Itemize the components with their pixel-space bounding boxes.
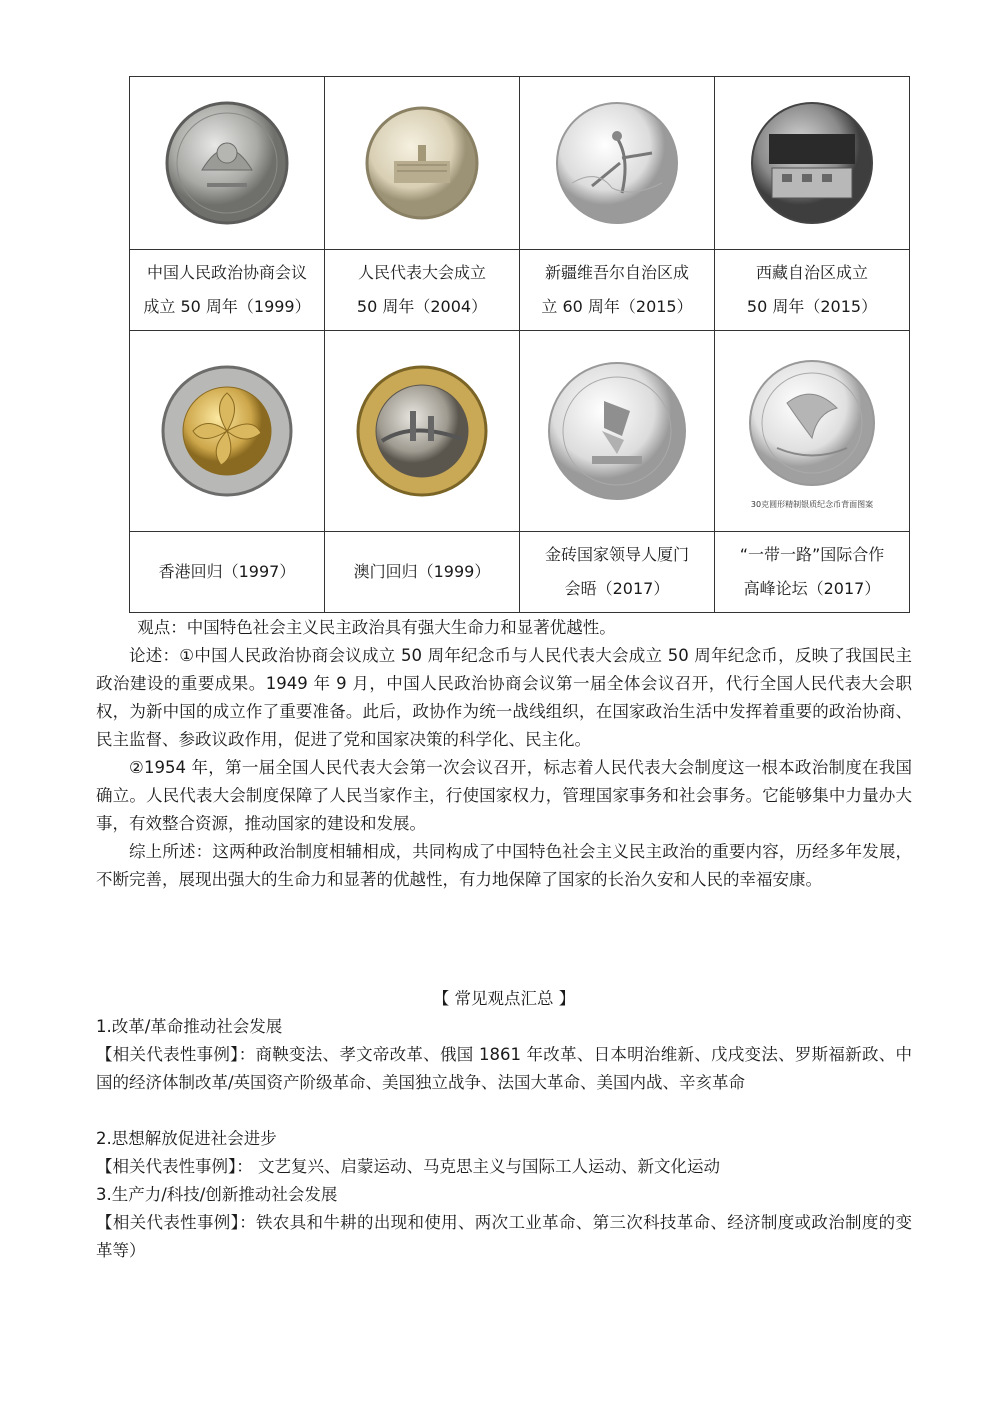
coin-caption [130, 250, 325, 331]
summary-item-2-examples: 【相关代表性事例】： 文艺复兴、启蒙运动、马克思主义与国际工人运动、新文化运动 [96, 1157, 720, 1176]
caption-line: 中国人民政治协商会议 [146, 263, 307, 282]
coin-cell [715, 77, 910, 250]
coin-cell [325, 77, 520, 250]
commemorative-coin-table [129, 76, 910, 613]
coin-cell [520, 331, 715, 532]
viewpoint-text: 观点：中国特色社会主义民主政治具有强大生命力和显著优越性。 [137, 618, 616, 637]
caption-line: “一带一路”国际合作 [739, 545, 885, 564]
coin-caption [325, 250, 520, 331]
coin-caption [715, 250, 910, 331]
coin-caption [520, 250, 715, 331]
summary-section [96, 985, 912, 1265]
caption-line: 立 60 周年（2015） [541, 297, 693, 316]
caption-line: 人民代表大会成立 [357, 263, 486, 282]
coin-caption-row-1 [130, 250, 910, 331]
cppcc-coin-icon [162, 98, 292, 228]
summary-item-3-heading: 3.生产力/科技/创新推动社会发展 [96, 1185, 338, 1204]
caption-line: 50 周年（2015） [746, 297, 878, 316]
caption-line: 成立 50 周年（1999） [143, 297, 311, 316]
essay-paragraph-2: ②1954 年，第一届全国人民代表大会第一次会议召开，标志着人民代表大会制度这一根本政治制度在我国确立。人民代表大会制度保障了人民当家作主，行使国家权力，管理国家事务和社会事务。它能够集中力量办大事，有效整合资源，推动国家的建设和发展。 [96, 758, 912, 833]
xinjiang-coin-icon [552, 98, 682, 228]
essay-section [96, 614, 912, 894]
caption-line: 澳门回归（1999） [353, 562, 491, 581]
essay-paragraph-3: 综上所述：这两种政治制度相辅相成，共同构成了中国特色社会主义民主政治的重要内容，历经多年发展，不断完善，展现出强大的生命力和显著的优越性，有力地保障了国家的长治久安和人民的幸福安康。 [96, 842, 912, 889]
tibet-coin-icon [747, 98, 877, 228]
coin-caption [325, 532, 520, 613]
caption-line: 新疆维吾尔自治区成 [544, 263, 689, 282]
macau-coin-icon [352, 361, 492, 501]
coin-image-row-1 [130, 77, 910, 250]
coin-caption [130, 532, 325, 613]
brics-coin-icon [542, 356, 692, 506]
coin-cell [130, 331, 325, 532]
summary-title: 【 常见观点汇总 】 [432, 989, 576, 1008]
essay-paragraph-1: 论述：①中国人民政治协商会议成立 50 周年纪念币与人民代表大会成立 50 周年纪念币，反映了我国民主政治建设的重要成果。1949 年 9 月，中国人民政治协商会议第一届全体会议召开，代行全国人民代表大会职权，为新中国的成立作了重要准备。此后，政协作为统一战线组织，在国家政治生活中发挥着重要的政治协商、民主监督、参政议政作用，促进了党和国家决策的科学化、民主化。 [96, 646, 912, 749]
summary-item-1-heading: 1.改革/革命推动社会发展 [96, 1017, 283, 1036]
caption-line: 金砖国家领导人厦门 [544, 545, 689, 564]
hongkong-coin-icon [157, 361, 297, 501]
coin-caption-row-2 [130, 532, 910, 613]
coin-caption [520, 532, 715, 613]
summary-item-1-examples: 【相关代表性事例】：商鞅变法、孝文帝改革、俄国 1861 年改革、日本明治维新、戊戌变法、罗斯福新政、中国的经济体制改革/英国资产阶级革命、美国独立战争、法国大革命、美国内战、辛亥革命 [96, 1045, 912, 1092]
coin-cell [325, 331, 520, 532]
caption-line: 50 周年（2004） [356, 297, 488, 316]
coin-cell [520, 77, 715, 250]
spacer [96, 1097, 912, 1125]
summary-item-3-examples: 【相关代表性事例】：铁农具和牛耕的出现和使用、两次工业革命、第三次科技革命、经济制度或政治制度的变革等） [96, 1213, 912, 1260]
coin-caption [715, 532, 910, 613]
caption-line: 西藏自治区成立 [755, 263, 868, 282]
coin-image-row-2 [130, 331, 910, 532]
coin-note: 30克圆形精制银质纪念币背面图案 [750, 499, 874, 509]
coin-cell [715, 331, 910, 532]
caption-line: 高峰论坛（2017） [743, 579, 881, 598]
coin-cell [130, 77, 325, 250]
summary-item-2-heading: 2.思想解放促进社会进步 [96, 1129, 277, 1148]
belt-road-coin-icon [737, 353, 887, 503]
npc-coin-icon [362, 103, 482, 223]
caption-line: 会晤（2017） [564, 579, 670, 598]
caption-line: 香港回归（1997） [158, 562, 296, 581]
